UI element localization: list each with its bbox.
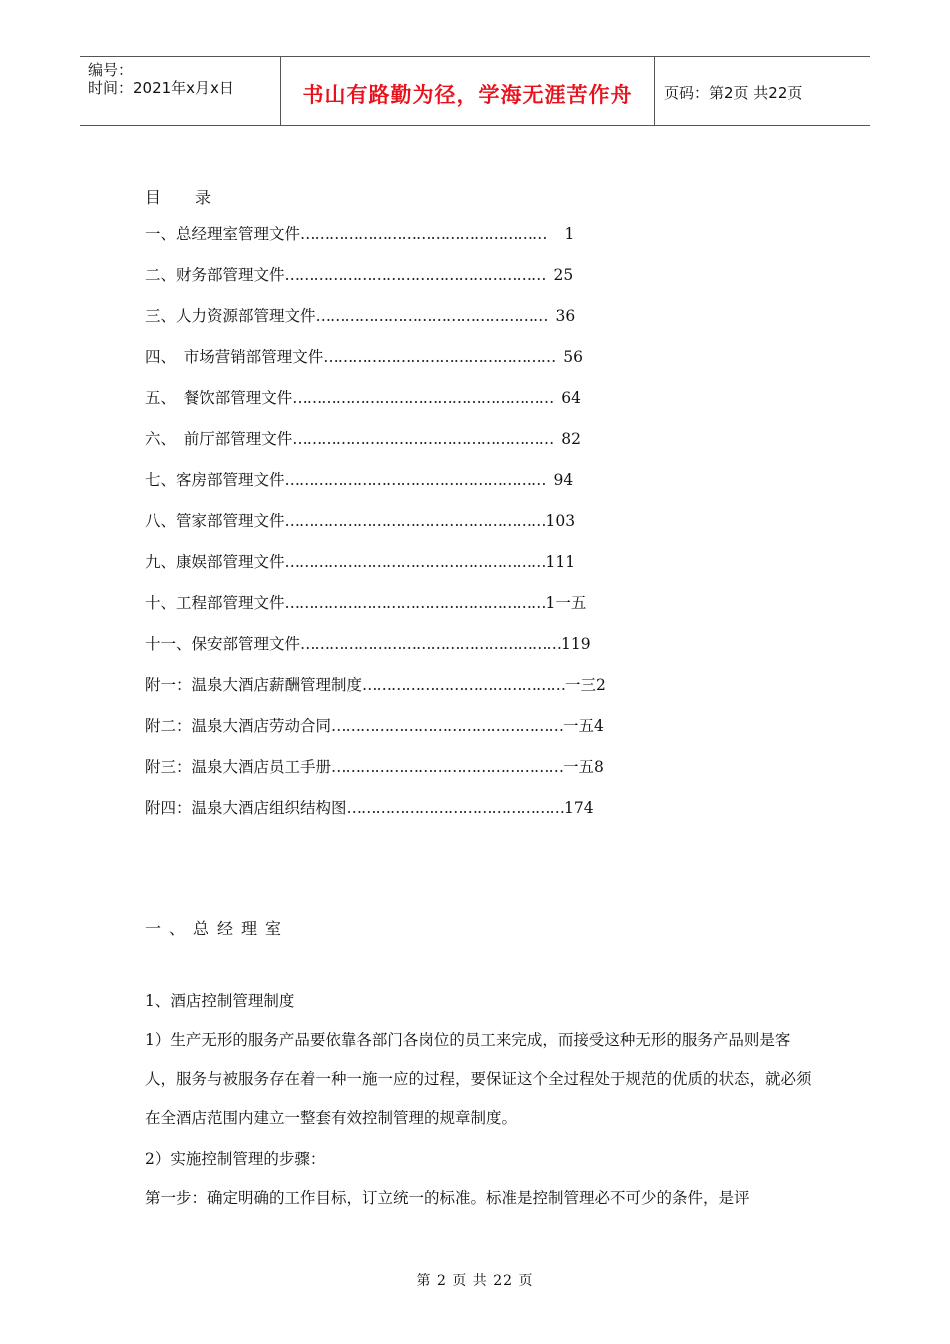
body-paragraph: 1）生产无形的服务产品要依靠各部门各岗位的员工来完成，而接受这种无形的服务产品则是客人，服务与被服务存在着一种一施一应的过程，要保证这个全过程处于规范的优质的状态，就必须在全酒店范围内建立一整套有效控制管理的规章制度。 — [145, 1031, 812, 1127]
toc-entry[interactable] — [145, 264, 573, 286]
body-paragraph: 2）实施控制管理的步骤： — [145, 1150, 326, 1168]
toc-entry-page: 25 — [553, 266, 574, 284]
toc-entry-label: 附四：温泉大酒店组织结构图 — [145, 799, 347, 817]
toc-leader-dots: ……………………………………………… — [300, 635, 562, 653]
toc-entry-label: 十一、保安部管理文件 — [145, 635, 301, 653]
toc-entry[interactable] — [145, 223, 574, 245]
toc-entry[interactable] — [145, 674, 606, 696]
toc-entry-label: 五、 餐饮部管理文件 — [145, 389, 293, 407]
toc-entry[interactable] — [145, 592, 586, 614]
toc-entry-page: 1 — [564, 225, 575, 243]
toc-entry-page: 94 — [553, 471, 574, 489]
toc-entry-label: 九、康娱部管理文件 — [145, 553, 285, 571]
page-header — [80, 56, 870, 126]
toc-entry-label: 二、财务部管理文件 — [145, 266, 285, 284]
header-meta — [88, 61, 234, 97]
toc-entry-page: 111 — [545, 553, 576, 571]
toc-leader-dots: ……………………………………………… — [284, 512, 546, 530]
toc-entry-page: 36 — [555, 307, 576, 325]
toc-leader-dots: ………………………………………… — [331, 717, 564, 735]
header-divider — [654, 57, 655, 125]
toc-leader-dots: …………………………………………… — [300, 225, 547, 243]
toc-leader-dots: ………………………………………… — [331, 758, 564, 776]
toc-entry-page: 174 — [564, 799, 594, 817]
toc-entry[interactable] — [145, 756, 604, 778]
time-label: 时间：2021年x月x日 — [88, 79, 234, 97]
toc-entry[interactable] — [145, 551, 575, 573]
toc-leader-dots: ……………………………………………… — [292, 389, 554, 407]
toc-entry-page: 64 — [561, 389, 581, 407]
header-motto: 书山有路勤为径，学海无涯苦作舟 — [302, 83, 633, 107]
toc-leader-dots: ……………………………………………… — [284, 266, 546, 284]
toc-entry[interactable] — [145, 305, 575, 327]
toc-leader-dots: ……………………………………………… — [284, 471, 546, 489]
serial-label: 编号： — [88, 61, 134, 79]
toc-entry[interactable] — [145, 510, 575, 532]
toc-entry-label: 六、 前厅部管理文件 — [145, 430, 293, 448]
section-subtitle: 1、酒店控制管理制度 — [145, 992, 295, 1010]
toc-entry-label: 八、管家部管理文件 — [145, 512, 285, 530]
toc-entry-label: 附一：温泉大酒店薪酬管理制度 — [145, 676, 363, 694]
toc-leader-dots: ………………………………………… — [323, 348, 556, 366]
header-page-info: 页码：第2页 共22页 — [664, 84, 803, 102]
toc-entry-page: 56 — [563, 348, 583, 366]
toc-entry-label: 一、总经理室管理文件 — [145, 225, 301, 243]
toc-entry-page: 103 — [545, 512, 576, 530]
toc-leader-dots: ……………………………………………… — [284, 553, 546, 571]
toc-entry-label: 十、工程部管理文件 — [145, 594, 285, 612]
toc-entry[interactable] — [145, 469, 573, 491]
toc-entry-page: 一五8 — [563, 758, 604, 776]
toc-entry-label: 四、 市场营销部管理文件 — [145, 348, 324, 366]
page-footer: 第 2 页 共 22 页 — [416, 1273, 534, 1289]
toc-leader-dots: …………………………………… — [362, 676, 566, 694]
body-paragraph: 第一步：确定明确的工作目标，订立统一的标准。标准是控制管理必不可少的条件，是评 — [145, 1189, 750, 1207]
toc-entry-page: 一三2 — [565, 676, 606, 694]
toc-entry-page: 119 — [561, 635, 591, 653]
toc-entry[interactable] — [145, 387, 581, 409]
toc-entry-label: 三、人力资源部管理文件 — [145, 307, 316, 325]
toc-entry[interactable] — [145, 346, 583, 368]
toc-entry-page: 一五4 — [563, 717, 604, 735]
toc-entry-page: 1一五 — [545, 594, 587, 612]
toc-entry[interactable] — [145, 633, 591, 655]
toc-leader-dots: ………………………………………… — [315, 307, 548, 325]
toc-leader-dots: ……………………………………………… — [284, 594, 546, 612]
toc-entry[interactable] — [145, 797, 594, 819]
toc-entry-label: 七、客房部管理文件 — [145, 471, 285, 489]
toc-entry[interactable] — [145, 428, 581, 450]
section-title: 一、总经理室 — [145, 919, 290, 938]
toc-leader-dots: ……………………………………………… — [292, 430, 554, 448]
toc-entry-label: 附二：温泉大酒店劳动合同 — [145, 717, 332, 735]
toc-entry-label: 附三：温泉大酒店员工手册 — [145, 758, 332, 776]
toc-leader-dots: ……………………………………… — [346, 799, 565, 817]
toc-title: 目录 — [145, 188, 246, 207]
toc-entry-page: 82 — [561, 430, 581, 448]
toc-entry[interactable] — [145, 715, 604, 737]
